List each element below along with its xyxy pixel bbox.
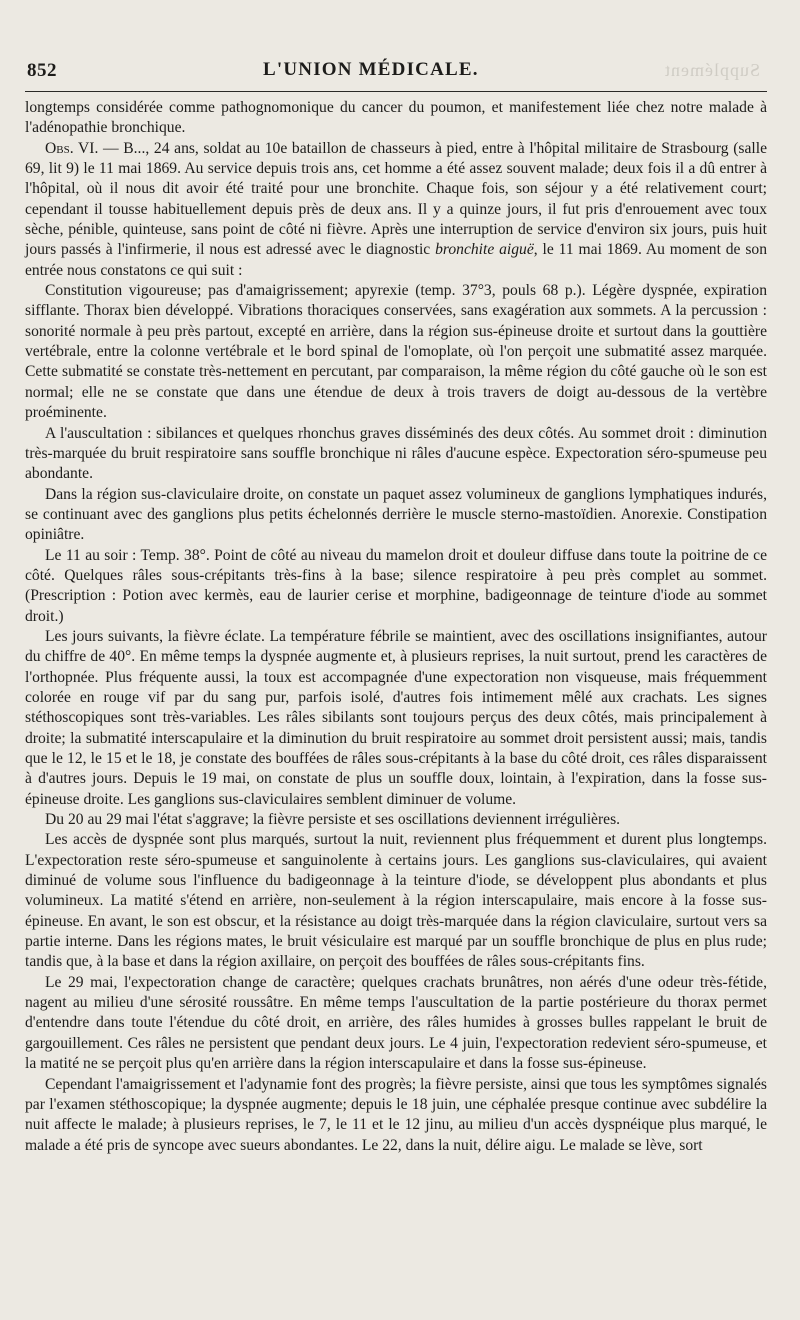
paragraph-3: Constitution vigoureuse; pas d'amaigrissement; apyrexie (temp. 37°3, pouls 68 p.). Légère dyspnée, expiration sifflante. Thorax bien développé. Vibrations thoraciques conservées, sans exagération aux sommets. A la percussion : sonorité normale à peu près partout, excepté en arrière, dans la région sus-épineuse droite et surtout dans la gouttière vertébrale, entre la colonne vertébrale et le bord spinal de l'omoplate, où l'on perçoit une submatité assez marquée. Cette submatité se constate très-nettement en percutant, par comparaison, la même région du côté gauche où le son est normal; elle ne se constate que dans une étendue de deux à trois travers de doigt au-dessous de la vertèbre proéminente. [25, 282, 767, 422]
page-number: 852 [27, 60, 57, 81]
running-title: L'UNION MÉDICALE. [263, 59, 479, 80]
paragraph-2-part-b: , le 11 mai 1869. Au moment de son entrée nous constatons ce qui suit : [25, 241, 768, 279]
paragraph-5: Dans la région sus-claviculaire droite, on constate un paquet assez volumineux de ganglions lymphatiques indurés, se continuant avec des ganglions plus petits échelonnés derrière le muscle sterno-mastoïdien. Anorexie. Constipation opiniâtre. [25, 485, 767, 544]
observation-label: Obs. VI. [45, 139, 99, 157]
article-body [25, 98, 767, 1156]
paragraph-11: Cependant l'amaigrissement et l'adynamie font des progrès; la fièvre persiste, ainsi que tous les symptômes signalés par l'examen stéthoscopique; la dyspnée augmente; depuis le 18 juin, une céphalée presque continue avec subdélire la nuit affecte le malade; à plusieurs reprises, le 7, le 11 et le 12 jinu, au milieu d'un accès dyspnéique plus marqué, le malade a été pris de syncope avec sueurs abondantes. Le 22, dans la nuit, délire aigu. Le malade se lève, sort [25, 1075, 767, 1154]
paragraph-1: longtemps considérée comme pathognomonique du cancer du poumon, et manifestement liée chez notre malade à l'adénopathie bronchique. [25, 99, 767, 137]
paragraph-obs-vi [25, 139, 767, 281]
paragraph-6: Le 11 au soir : Temp. 38°. Point de côté au niveau du mamelon droit et douleur diffuse dans toute la poitrine de ce côté. Quelques râles sous-crépitants très-fins à la base; silence respiratoire à peu près complet au sommet. (Prescription : Potion avec kermès, eau de laurier cerise et morphine, badigeonnage de teinture d'iode au sommet droit.) [25, 546, 767, 625]
paragraph-7: Les jours suivants, la fièvre éclate. La température fébrile se maintient, avec des oscillations insignifiantes, autour du chiffre de 40°. En même temps la dyspnée augmente et, à plusieurs reprises, la nuit surtout, prend les caractères de l'orthopnée. Plus fréquente aussi, la toux est accompagnée d'une expectoration non visqueuse, mais fréquemment colorée en rouge vif par du sang pur, parfois isolé, d'autres fois intimement mêlé aux crachats. Les signes stéthoscopiques sont très-variables. Les râles sibilants sont toujours perçus des deux côtés, mais principalement à droite; la submatité interscapulaire et la diminution du bruit respiratoire au sommet droit persistent aussi; mais, tandis que le 12, le 15 et le 18, je constate des bouffées de râles sous-crépitants à la base du côté droit, ces râles disparaissent à d'autres jours. Depuis le 19 mai, on constate de plus un souffle doux, lointain, à l'expiration, dans la fosse sus-épineuse droite. Les ganglions sus-claviculaires semblent diminuer de volume. [25, 627, 767, 808]
show-through-text: Supplément [664, 60, 760, 80]
paragraph-9: Les accès de dyspnée sont plus marqués, surtout la nuit, reviennent plus fréquemment et durent plus longtemps. L'expectoration reste séro-spumeuse et sanguinolente à certains jours. Les ganglions sus-claviculaires, qui avaient diminué de volume sous l'influence du badigeonnage à la teinture d'iode, se développent plus abondants et plus volumineux. La matité s'étend en arrière, non-seulement à la région interscapulaire, mais encore à la fosse sus-épineuse. En avant, le son est obscur, et la résistance au doigt très-marquée dans la région claviculaire, surtout vers sa partie interne. Dans les régions mates, le bruit vésiculaire est marqué par un souffle bronchique de plus en plus rude; tandis que, à la base et dans la région axillaire, on perçoit des bouffées de râles sous-crépitants fins. [25, 831, 767, 971]
diagnosis-italic: bronchite aiguë [435, 241, 534, 259]
paragraph-10: Le 29 mai, l'expectoration change de caractère; quelques crachats brunâtres, non aérés d'une odeur très-fétide, nagent au milieu d'une sérosité roussâtre. En même temps l'auscultation de la partie postérieure du thorax permet d'entendre dans toute l'étendue du côté droit, en arrière, des râles humides à grosses bulles rappelant le bruit de gargouillement. Ces râles ne persistent que pendant deux jours. Le 4 juin, l'expectoration redevient séro-spumeuse, et la matité ne se perçoit plus qu'en arrière dans la région interscapulaire et dans la fosse sus-épineuse. [25, 973, 767, 1073]
paragraph-2-part-a: — B..., 24 ans, soldat au 10e bataillon de chasseurs à pied, entre à l'hôpital militaire de Strasbourg (salle 69, lit 9) le 11 mai 1869. Au service depuis trois ans, cet homme a été assez souvent malade; deux fois il a dû entrer à l'hôpital, où il nous dit avoir été traité pour une bronchite. Chaque fois, son séjour y a été relativement court; cependant il tousse habituellement depuis près de deux ans. Il y a quinze jours, il fut pris d'enrouement avec toux sèche, pénible, quinteuse, sans point de côté ni fièvre. Après une interruption de service d'environ six jours, puis huit jours passés à l'infirmerie, il nous est adressé avec le diagnostic [25, 139, 767, 259]
paragraph-4: A l'auscultation : sibilances et quelques rhonchus graves disséminés des deux côtés. Au sommet droit : diminution très-marquée du bruit respiratoire sans souffle bronchique ni râles d'aucune espèce. Expectoration séro-spumeuse peu abondante. [25, 424, 767, 483]
page-header [25, 58, 767, 88]
header-rule [25, 91, 767, 92]
paragraph-8: Du 20 au 29 mai l'état s'aggrave; la fièvre persiste et ses oscillations deviennent irrégulières. [45, 811, 621, 829]
